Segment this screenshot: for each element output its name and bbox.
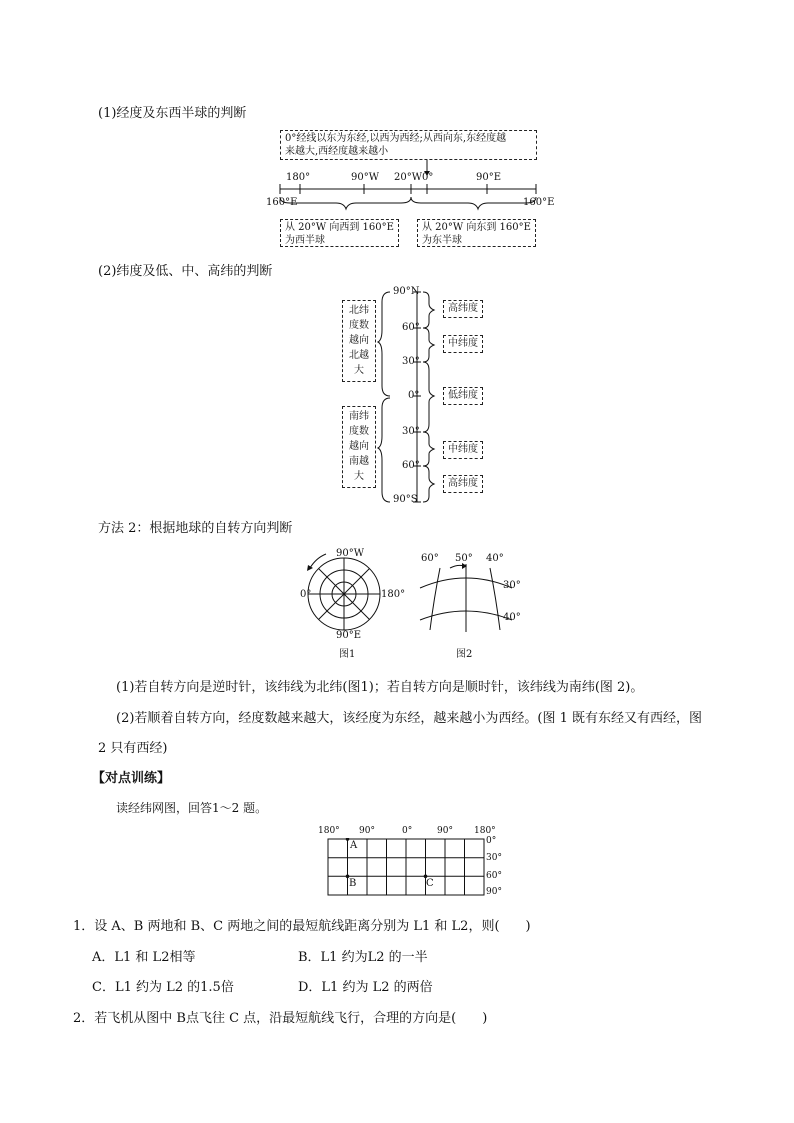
question-1-option-d[interactable]: D．L1 约为 L2 的两倍	[298, 980, 433, 995]
grid-point-c: C	[426, 878, 434, 889]
grid-top-label: 180°	[474, 826, 496, 836]
paragraph-2-cont: 2 只有西经)	[98, 741, 168, 756]
tick-label: 160°E	[266, 197, 298, 208]
rotation-figure-1	[298, 548, 408, 658]
section-heading-longitude: (1)经度及东西半球的判断	[98, 106, 247, 121]
western-hemisphere-note	[280, 219, 399, 247]
tick-label: 90°W	[351, 172, 380, 183]
fig2-label: 30°	[503, 580, 521, 591]
note-line: 为东半球	[422, 235, 462, 246]
note-char: 北纬	[349, 305, 369, 316]
zone-high-north: 高纬度	[443, 300, 483, 318]
longitude-axis-diagram	[268, 158, 558, 228]
zone-mid-south: 中纬度	[443, 441, 483, 459]
lat-tick-label: 60°	[402, 460, 420, 471]
grid-top-label: 90°	[437, 826, 453, 836]
grid-top-label: 0°	[402, 826, 413, 836]
grid-point-b: B	[349, 878, 357, 889]
tick-label: 180°	[286, 172, 311, 183]
note-char: 南纬	[349, 411, 369, 422]
note-line: 从 20°W 向东到 160°E	[422, 222, 531, 233]
fig1-right-label: 180°	[381, 589, 406, 600]
training-intro: 读经纬网图，回答1～2 题。	[116, 801, 268, 815]
note-char: 越向	[349, 441, 369, 452]
note-char: 越向	[349, 335, 369, 346]
zone-high-south: 高纬度	[443, 475, 483, 493]
grid-point-a: A	[350, 840, 358, 851]
lat-tick-label: 30°	[402, 356, 420, 367]
method2-heading: 方法 2：根据地球的自转方向判断	[98, 521, 293, 536]
question-1-option-b[interactable]: B．L1 约为L2 的一半	[298, 950, 428, 965]
question-1: 1．设 A、B 两地和 B、C 两地之间的最短航线距离分别为 L1 和 L2，则( )	[73, 919, 531, 934]
lat-tick-label: 60°	[402, 322, 420, 333]
lat-tick-label: 0°	[408, 390, 420, 401]
fig1-top-label: 90°W	[336, 548, 365, 559]
tick-label: 20°W	[394, 172, 423, 183]
south-latitude-note	[342, 406, 376, 488]
longitude-rule-note	[280, 130, 537, 160]
question-2: 2．若飞机从图中 B点飞往 C 点，沿最短航线飞行，合理的方向是( )	[73, 1011, 488, 1026]
tick-label: 0°	[422, 172, 434, 183]
grid-top-label: 90°	[359, 826, 375, 836]
lat-tick-label: 90°S	[393, 494, 418, 505]
grid-right-label: 30°	[486, 853, 502, 863]
training-title: 【对点训练】	[92, 771, 171, 786]
note-char: 南越	[349, 456, 369, 467]
fig2-label: 40°	[486, 553, 504, 564]
grid-right-label: 90°	[486, 887, 502, 897]
fig1-caption: 图1	[339, 649, 356, 660]
fig2-label: 50°	[455, 553, 473, 564]
note-char: 度数	[349, 320, 369, 331]
lat-tick-label: 30°	[402, 426, 420, 437]
note-line: 为西半球	[285, 235, 325, 246]
paragraph-2: (2)若顺着自转方向，经度数越来越大，该经度为东经，越来越小为西经。(图 1 既有东经又有西经，图	[116, 711, 703, 726]
fig2-label: 60°	[421, 553, 439, 564]
note-line: 从 20°W 向西到 160°E	[285, 222, 394, 233]
fig1-left-label: 0°	[300, 589, 312, 600]
question-1-option-a[interactable]: A．L1 和 L2相等	[92, 950, 196, 965]
grid-top-label: 180°	[318, 826, 340, 836]
note-char: 度数	[349, 426, 369, 437]
note-char: 北越	[349, 350, 369, 361]
grid-right-label: 0°	[486, 836, 497, 846]
zone-mid-north: 中纬度	[443, 335, 483, 353]
fig2-label: 40°	[503, 612, 521, 623]
fig1-bottom-label: 90°E	[336, 630, 362, 641]
question-1-option-c[interactable]: C．L1 约为 L2 的1.5倍	[92, 980, 234, 995]
lat-tick-label: 90°N	[393, 286, 420, 297]
tick-label: 160°E	[523, 197, 555, 208]
north-latitude-note	[342, 300, 376, 382]
tick-label: 90°E	[476, 172, 502, 183]
note-line: 来越大,西经度越来越小	[285, 146, 389, 157]
fig2-caption: 图2	[456, 649, 473, 660]
note-char: 大	[354, 471, 364, 482]
note-char: 大	[354, 365, 364, 376]
zone-low: 低纬度	[443, 387, 483, 405]
note-line: 0°经线以东为东经,以西为西经;从西向东,东经度越	[285, 133, 507, 144]
section-heading-latitude: (2)纬度及低、中、高纬的判断	[98, 264, 273, 279]
paragraph-1: (1)若自转方向是逆时针，该纬线为北纬(图1)；若自转方向是顺时针，该纬线为南纬(图 2)。	[116, 680, 644, 695]
grid-right-label: 60°	[486, 871, 502, 881]
eastern-hemisphere-note	[417, 219, 536, 247]
